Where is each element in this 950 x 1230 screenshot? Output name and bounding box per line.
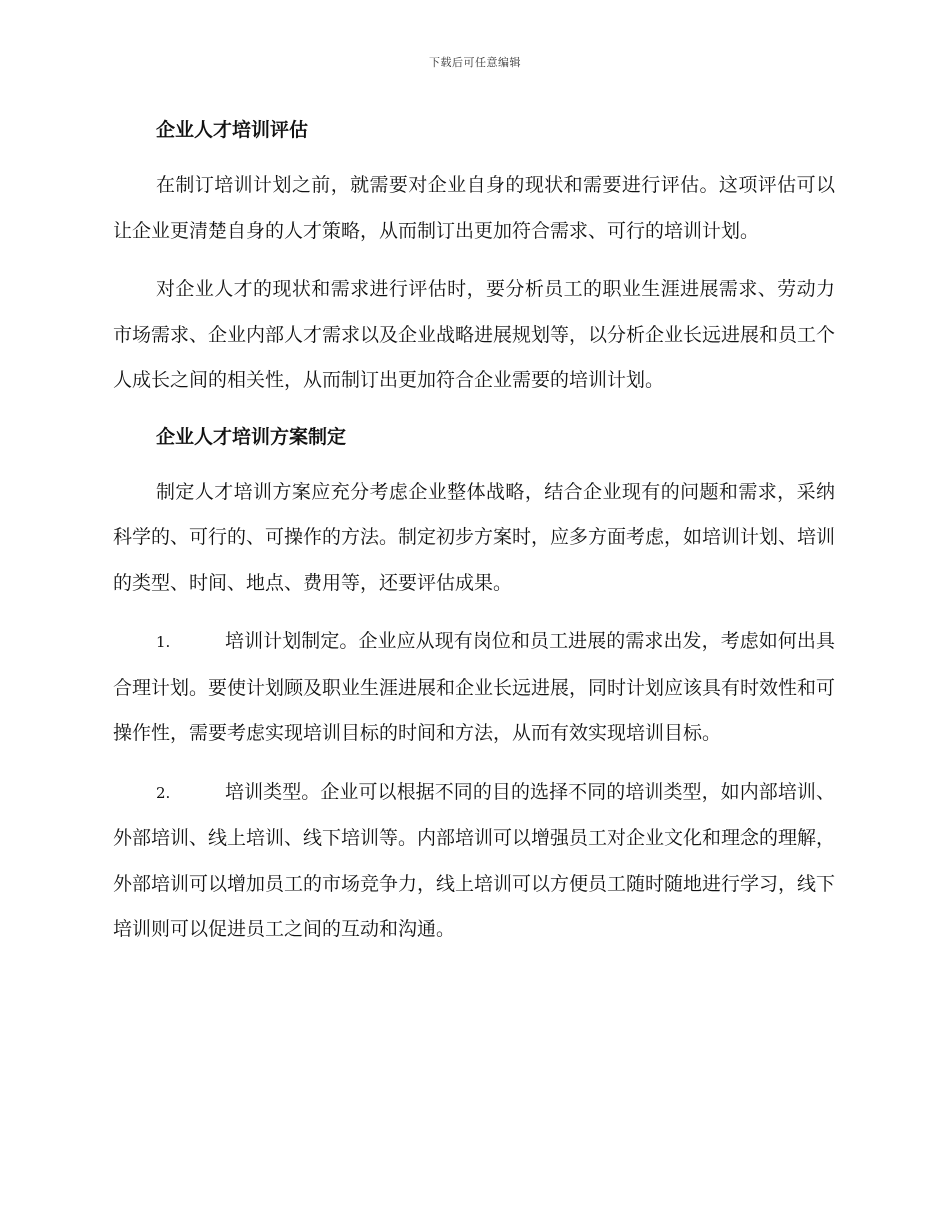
section-heading-training-assessment: 企业人才培训评估 [156, 119, 309, 141]
list-item [113, 619, 835, 757]
paragraph: 对企业人才的现状和需求进行评估时，要分析员工的职业生涯进展需求、劳动力市场需求、企业内部人才需求以及企业战略进展规划等，以分析企业长远进展和员工个人成长之间的相关性，从而制订出更加符合企业需要的培训计划。 [113, 278, 836, 391]
list-item-number: 2. [156, 783, 171, 802]
paragraph: 在制订培训计划之前，就需要对企业自身的现状和需要进行评估。这项评估可以让企业更清楚自身的人才策略，从而制订出更加符合需求、可行的培训计划。 [113, 174, 835, 242]
section-heading-training-plan: 企业人才培训方案制定 [156, 425, 347, 448]
document-body [113, 110, 835, 966]
list-item-text: 培训类型。企业可以根据不同的目的选择不同的培训类型，如内部培训、外部培训、线上培训、线下培训等。内部培训可以增强员工对企业文化和理念的理解，外部培训可以增加员工的市场竞争力，线上培训可以方便员工随时随地进行学习，线下培训则可以促进员工之间的互动和沟通。 [113, 780, 836, 940]
list-item-text: 培训计划制定。企业应从现有岗位和员工进展的需求出发，考虑如何出具合理计划。要使计划顾及职业生涯进展和企业长远进展，同时计划应该具有时效性和可操作性，需要考虑实现培训目标的时间和方法，从而有效实现培训目标。 [113, 630, 836, 744]
list-item [113, 770, 835, 953]
list-item-number: 1. [156, 633, 171, 651]
page-header: 下载后可任意编辑 [429, 56, 521, 69]
paragraph: 制定人才培训方案应充分考虑企业整体战略，结合企业现有的问题和需求，采纳科学的、可行的、可操作的方法。制定初步方案时，应多方面考虑，如培训计划、培训的类型、时间、地点、费用等，还要评估成果。 [113, 480, 836, 594]
